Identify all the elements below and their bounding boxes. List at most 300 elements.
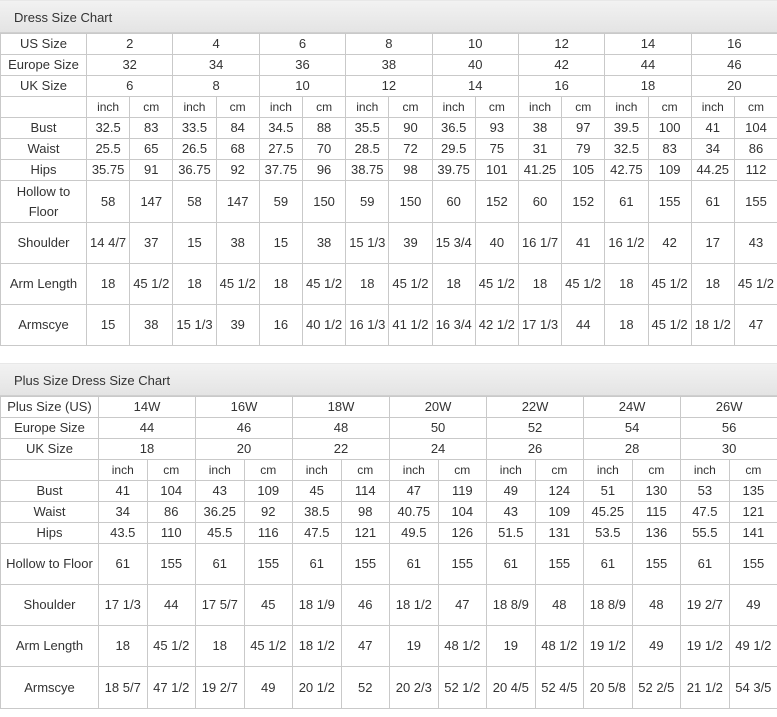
measurement-cell: 44 (562, 305, 605, 346)
measurement-cell: 121 (341, 523, 390, 544)
unit-header: cm (562, 97, 605, 118)
unit-header: cm (734, 97, 777, 118)
unit-header: inch (196, 460, 245, 481)
unit-header: cm (632, 460, 681, 481)
measurement-cell: 42 1/2 (475, 305, 518, 346)
row-label: Shoulder (1, 585, 99, 626)
measurement-cell: 19 1/2 (681, 626, 730, 667)
size-cell: 26W (681, 397, 777, 418)
measurement-row (1, 626, 777, 667)
measurement-cell: 48 (535, 585, 584, 626)
measurement-cell: 112 (734, 160, 777, 181)
measurement-cell: 92 (244, 502, 293, 523)
unit-header: inch (432, 97, 475, 118)
unit-header: inch (518, 97, 561, 118)
measurement-row (1, 181, 777, 223)
measurement-cell: 16 1/3 (346, 305, 389, 346)
measurement-cell: 43 (196, 481, 245, 502)
size-cell: 22 (293, 439, 390, 460)
measurement-cell: 51 (584, 481, 633, 502)
unit-header: inch (99, 460, 148, 481)
dress-size-chart (0, 0, 777, 346)
measurement-cell: 49 (487, 481, 536, 502)
measurement-cell: 45 1/2 (648, 305, 691, 346)
measurement-cell: 39.5 (605, 118, 648, 139)
size-cell: 44 (605, 55, 691, 76)
size-cell: 28 (584, 439, 681, 460)
row-label: Arm Length (1, 626, 99, 667)
measurement-cell: 38.75 (346, 160, 389, 181)
measurement-cell: 41 (99, 481, 148, 502)
measurement-cell: 39 (389, 223, 432, 264)
measurement-cell: 18 (173, 264, 216, 305)
size-cell: 52 (487, 418, 584, 439)
measurement-cell: 42.75 (605, 160, 648, 181)
plus-size-dress-size-chart (0, 363, 777, 709)
measurement-cell: 155 (438, 544, 487, 585)
size-cell: 46 (691, 55, 777, 76)
size-cell: 32 (87, 55, 173, 76)
measurement-cell: 83 (648, 139, 691, 160)
measurement-cell: 18 8/9 (584, 585, 633, 626)
measurement-cell: 52 (341, 667, 390, 709)
measurement-cell: 97 (562, 118, 605, 139)
measurement-cell: 19 1/2 (584, 626, 633, 667)
measurement-cell: 136 (632, 523, 681, 544)
size-cell: 48 (293, 418, 390, 439)
measurement-cell: 20 1/2 (293, 667, 342, 709)
measurement-cell: 49 (632, 626, 681, 667)
measurement-cell: 19 2/7 (196, 667, 245, 709)
measurement-cell: 18 (346, 264, 389, 305)
measurement-cell: 86 (147, 502, 196, 523)
measurement-cell: 93 (475, 118, 518, 139)
measurement-cell: 43 (487, 502, 536, 523)
size-row (1, 397, 777, 418)
measurement-cell: 155 (648, 181, 691, 223)
unit-header: inch (681, 460, 730, 481)
measurement-cell: 126 (438, 523, 487, 544)
measurement-cell: 45.25 (584, 502, 633, 523)
measurement-cell: 84 (216, 118, 259, 139)
unit-header: inch (390, 460, 439, 481)
measurement-cell: 68 (216, 139, 259, 160)
measurement-cell: 45 1/2 (147, 626, 196, 667)
measurement-cell: 54 3/5 (729, 667, 777, 709)
measurement-cell: 47 (734, 305, 777, 346)
measurement-cell: 155 (147, 544, 196, 585)
measurement-cell: 15 (173, 223, 216, 264)
measurement-cell: 48 (632, 585, 681, 626)
measurement-cell: 35.5 (346, 118, 389, 139)
size-cell: 18W (293, 397, 390, 418)
measurement-cell: 121 (729, 502, 777, 523)
row-label: Hollow to Floor (1, 181, 87, 223)
row-label: Plus Size (US) (1, 397, 99, 418)
size-row (1, 418, 777, 439)
measurement-cell: 52 1/2 (438, 667, 487, 709)
measurement-cell: 33.5 (173, 118, 216, 139)
measurement-cell: 27.5 (259, 139, 302, 160)
measurement-cell: 18 1/9 (293, 585, 342, 626)
measurement-cell: 96 (302, 160, 345, 181)
measurement-cell: 155 (729, 544, 777, 585)
measurement-cell: 86 (734, 139, 777, 160)
size-cell: 34 (173, 55, 259, 76)
measurement-cell: 18 1/2 (691, 305, 734, 346)
measurement-cell: 41.25 (518, 160, 561, 181)
measurement-cell: 18 (259, 264, 302, 305)
measurement-cell: 65 (130, 139, 173, 160)
measurement-cell: 15 1/3 (173, 305, 216, 346)
measurement-cell: 36.5 (432, 118, 475, 139)
measurement-cell: 155 (244, 544, 293, 585)
measurement-cell: 17 5/7 (196, 585, 245, 626)
measurement-cell: 32.5 (605, 139, 648, 160)
size-row (1, 34, 777, 55)
measurement-cell: 38 (518, 118, 561, 139)
measurement-row (1, 139, 777, 160)
measurement-cell: 152 (475, 181, 518, 223)
measurement-cell: 61 (691, 181, 734, 223)
unit-header: cm (130, 97, 173, 118)
measurement-cell: 15 1/3 (346, 223, 389, 264)
measurement-cell: 59 (346, 181, 389, 223)
measurement-cell: 41 (562, 223, 605, 264)
size-cell: 8 (346, 34, 432, 55)
measurement-cell: 147 (216, 181, 259, 223)
measurement-cell: 92 (216, 160, 259, 181)
measurement-cell: 49 1/2 (729, 626, 777, 667)
size-cell: 38 (346, 55, 432, 76)
measurement-cell: 147 (130, 181, 173, 223)
unit-header: cm (147, 460, 196, 481)
size-cell: 26 (487, 439, 584, 460)
measurement-cell: 52 2/5 (632, 667, 681, 709)
measurement-cell: 34 (99, 502, 148, 523)
measurement-cell: 43 (734, 223, 777, 264)
measurement-cell: 131 (535, 523, 584, 544)
measurement-cell: 104 (147, 481, 196, 502)
row-label: Armscye (1, 305, 87, 346)
measurement-cell: 119 (438, 481, 487, 502)
measurement-cell: 58 (87, 181, 130, 223)
measurement-cell: 109 (535, 502, 584, 523)
measurement-cell: 141 (729, 523, 777, 544)
measurement-cell: 58 (173, 181, 216, 223)
size-cell: 42 (518, 55, 604, 76)
measurement-cell: 101 (475, 160, 518, 181)
measurement-cell: 70 (302, 139, 345, 160)
measurement-cell: 18 1/2 (293, 626, 342, 667)
measurement-row (1, 481, 777, 502)
measurement-cell: 61 (584, 544, 633, 585)
measurement-cell: 45 1/2 (216, 264, 259, 305)
measurement-cell: 40 (475, 223, 518, 264)
unit-row (1, 97, 777, 118)
measurement-row (1, 585, 777, 626)
measurement-cell: 49 (729, 585, 777, 626)
measurement-cell: 90 (389, 118, 432, 139)
measurement-cell: 109 (648, 160, 691, 181)
size-cell: 20 (691, 76, 777, 97)
measurement-cell: 18 (518, 264, 561, 305)
row-label: Armscye (1, 667, 99, 709)
size-cell: 24W (584, 397, 681, 418)
unit-header: cm (216, 97, 259, 118)
measurement-cell: 36.25 (196, 502, 245, 523)
measurement-cell: 18 8/9 (487, 585, 536, 626)
measurement-row (1, 160, 777, 181)
chart-title: Dress Size Chart (0, 0, 777, 33)
measurement-cell: 26.5 (173, 139, 216, 160)
row-label: Hips (1, 160, 87, 181)
unit-header: inch (87, 97, 130, 118)
size-cell: 14 (605, 34, 691, 55)
measurement-cell: 45 1/2 (389, 264, 432, 305)
row-label: Waist (1, 502, 99, 523)
measurement-cell: 14 4/7 (87, 223, 130, 264)
size-cell: 6 (259, 34, 345, 55)
row-label: UK Size (1, 76, 87, 97)
measurement-cell: 40 1/2 (302, 305, 345, 346)
measurement-cell: 38 (302, 223, 345, 264)
measurement-cell: 20 2/3 (390, 667, 439, 709)
size-cell: 54 (584, 418, 681, 439)
measurement-cell: 61 (390, 544, 439, 585)
measurement-cell: 38.5 (293, 502, 342, 523)
measurement-cell: 15 3/4 (432, 223, 475, 264)
measurement-cell: 18 (196, 626, 245, 667)
row-label: UK Size (1, 439, 99, 460)
measurement-cell: 115 (632, 502, 681, 523)
row-label: Bust (1, 118, 87, 139)
measurement-cell: 28.5 (346, 139, 389, 160)
size-cell: 22W (487, 397, 584, 418)
measurement-cell: 25.5 (87, 139, 130, 160)
unit-header: cm (389, 97, 432, 118)
measurement-cell: 49 (244, 667, 293, 709)
measurement-cell: 42 (648, 223, 691, 264)
unit-header: cm (475, 97, 518, 118)
measurement-cell: 155 (341, 544, 390, 585)
measurement-cell: 51.5 (487, 523, 536, 544)
unit-header: cm (438, 460, 487, 481)
measurement-cell: 18 (87, 264, 130, 305)
size-cell: 44 (99, 418, 196, 439)
measurement-cell: 18 1/2 (390, 585, 439, 626)
measurement-cell: 110 (147, 523, 196, 544)
size-row (1, 76, 777, 97)
measurement-cell: 15 (259, 223, 302, 264)
measurement-cell: 17 1/3 (99, 585, 148, 626)
measurement-cell: 155 (632, 544, 681, 585)
measurement-cell: 39.75 (432, 160, 475, 181)
measurement-cell: 18 (605, 305, 648, 346)
size-cell: 46 (196, 418, 293, 439)
measurement-cell: 44.25 (691, 160, 734, 181)
measurement-cell: 47.5 (681, 502, 730, 523)
unit-header: cm (729, 460, 777, 481)
measurement-cell: 46 (341, 585, 390, 626)
measurement-cell: 88 (302, 118, 345, 139)
measurement-cell: 53 (681, 481, 730, 502)
size-cell: 6 (87, 76, 173, 97)
size-cell: 14W (99, 397, 196, 418)
unit-header: inch (346, 97, 389, 118)
measurement-row (1, 667, 777, 709)
size-row (1, 55, 777, 76)
size-table (0, 396, 777, 709)
measurement-cell: 18 (605, 264, 648, 305)
measurement-cell: 45 1/2 (734, 264, 777, 305)
unit-header: cm (535, 460, 584, 481)
unit-header: cm (302, 97, 345, 118)
size-cell: 50 (390, 418, 487, 439)
size-cell: 20W (390, 397, 487, 418)
measurement-cell: 55.5 (681, 523, 730, 544)
size-cell: 12 (346, 76, 432, 97)
measurement-cell: 45 (244, 585, 293, 626)
measurement-cell: 18 (99, 626, 148, 667)
measurement-cell: 124 (535, 481, 584, 502)
measurement-cell: 60 (518, 181, 561, 223)
unit-header: inch (584, 460, 633, 481)
measurement-cell: 104 (438, 502, 487, 523)
chart-title: Plus Size Dress Size Chart (0, 363, 777, 396)
measurement-cell: 83 (130, 118, 173, 139)
measurement-cell: 45 1/2 (562, 264, 605, 305)
size-cell: 20 (196, 439, 293, 460)
measurement-cell: 91 (130, 160, 173, 181)
measurement-cell: 61 (681, 544, 730, 585)
measurement-cell: 32.5 (87, 118, 130, 139)
measurement-cell: 19 (487, 626, 536, 667)
measurement-cell: 18 5/7 (99, 667, 148, 709)
unit-header: inch (259, 97, 302, 118)
measurement-row (1, 523, 777, 544)
unit-header: inch (691, 97, 734, 118)
measurement-cell: 16 1/7 (518, 223, 561, 264)
size-cell: 16W (196, 397, 293, 418)
size-cell: 18 (605, 76, 691, 97)
measurement-cell: 60 (432, 181, 475, 223)
measurement-row (1, 223, 777, 264)
row-label: Europe Size (1, 418, 99, 439)
measurement-cell: 45 1/2 (302, 264, 345, 305)
measurement-cell: 53.5 (584, 523, 633, 544)
measurement-row (1, 118, 777, 139)
size-row (1, 439, 777, 460)
measurement-cell: 38 (216, 223, 259, 264)
measurement-cell: 31 (518, 139, 561, 160)
measurement-cell: 34 (691, 139, 734, 160)
measurement-cell: 43.5 (99, 523, 148, 544)
row-label: Bust (1, 481, 99, 502)
measurement-cell: 34.5 (259, 118, 302, 139)
measurement-cell: 45 1/2 (130, 264, 173, 305)
size-cell: 16 (518, 76, 604, 97)
size-cell: 12 (518, 34, 604, 55)
measurement-cell: 45 (293, 481, 342, 502)
unit-header: cm (648, 97, 691, 118)
blank-cell (1, 460, 99, 481)
unit-header: inch (293, 460, 342, 481)
measurement-cell: 104 (734, 118, 777, 139)
measurement-cell: 17 (691, 223, 734, 264)
measurement-cell: 105 (562, 160, 605, 181)
measurement-cell: 100 (648, 118, 691, 139)
size-cell: 2 (87, 34, 173, 55)
measurement-cell: 29.5 (432, 139, 475, 160)
measurement-cell: 47 1/2 (147, 667, 196, 709)
measurement-cell: 37.75 (259, 160, 302, 181)
measurement-cell: 45 1/2 (244, 626, 293, 667)
measurement-cell: 21 1/2 (681, 667, 730, 709)
row-label: Hollow to Floor (1, 544, 99, 585)
row-label: Shoulder (1, 223, 87, 264)
measurement-cell: 17 1/3 (518, 305, 561, 346)
measurement-cell: 41 1/2 (389, 305, 432, 346)
size-cell: 40 (432, 55, 518, 76)
measurement-cell: 152 (562, 181, 605, 223)
size-cell: 30 (681, 439, 777, 460)
measurement-cell: 150 (389, 181, 432, 223)
measurement-cell: 38 (130, 305, 173, 346)
row-label: Europe Size (1, 55, 87, 76)
measurement-cell: 40.75 (390, 502, 439, 523)
measurement-cell: 47 (341, 626, 390, 667)
measurement-row (1, 305, 777, 346)
measurement-cell: 61 (605, 181, 648, 223)
measurement-cell: 16 3/4 (432, 305, 475, 346)
unit-header: inch (605, 97, 648, 118)
unit-header: inch (487, 460, 536, 481)
measurement-cell: 47 (390, 481, 439, 502)
measurement-cell: 52 4/5 (535, 667, 584, 709)
measurement-cell: 61 (99, 544, 148, 585)
measurement-cell: 41 (691, 118, 734, 139)
measurement-cell: 45 1/2 (648, 264, 691, 305)
size-cell: 10 (259, 76, 345, 97)
measurement-cell: 98 (341, 502, 390, 523)
size-cell: 56 (681, 418, 777, 439)
size-cell: 24 (390, 439, 487, 460)
measurement-cell: 116 (244, 523, 293, 544)
size-cell: 10 (432, 34, 518, 55)
size-table (0, 33, 777, 346)
row-label: Waist (1, 139, 87, 160)
measurement-cell: 61 (487, 544, 536, 585)
measurement-row (1, 544, 777, 585)
measurement-cell: 130 (632, 481, 681, 502)
measurement-row (1, 502, 777, 523)
unit-row (1, 460, 777, 481)
measurement-cell: 45.5 (196, 523, 245, 544)
measurement-cell: 20 4/5 (487, 667, 536, 709)
measurement-cell: 79 (562, 139, 605, 160)
unit-header: cm (244, 460, 293, 481)
row-label: Hips (1, 523, 99, 544)
measurement-cell: 47.5 (293, 523, 342, 544)
measurement-cell: 20 5/8 (584, 667, 633, 709)
measurement-cell: 44 (147, 585, 196, 626)
measurement-cell: 49.5 (390, 523, 439, 544)
size-cell: 8 (173, 76, 259, 97)
measurement-cell: 48 1/2 (438, 626, 487, 667)
row-label: US Size (1, 34, 87, 55)
size-cell: 14 (432, 76, 518, 97)
